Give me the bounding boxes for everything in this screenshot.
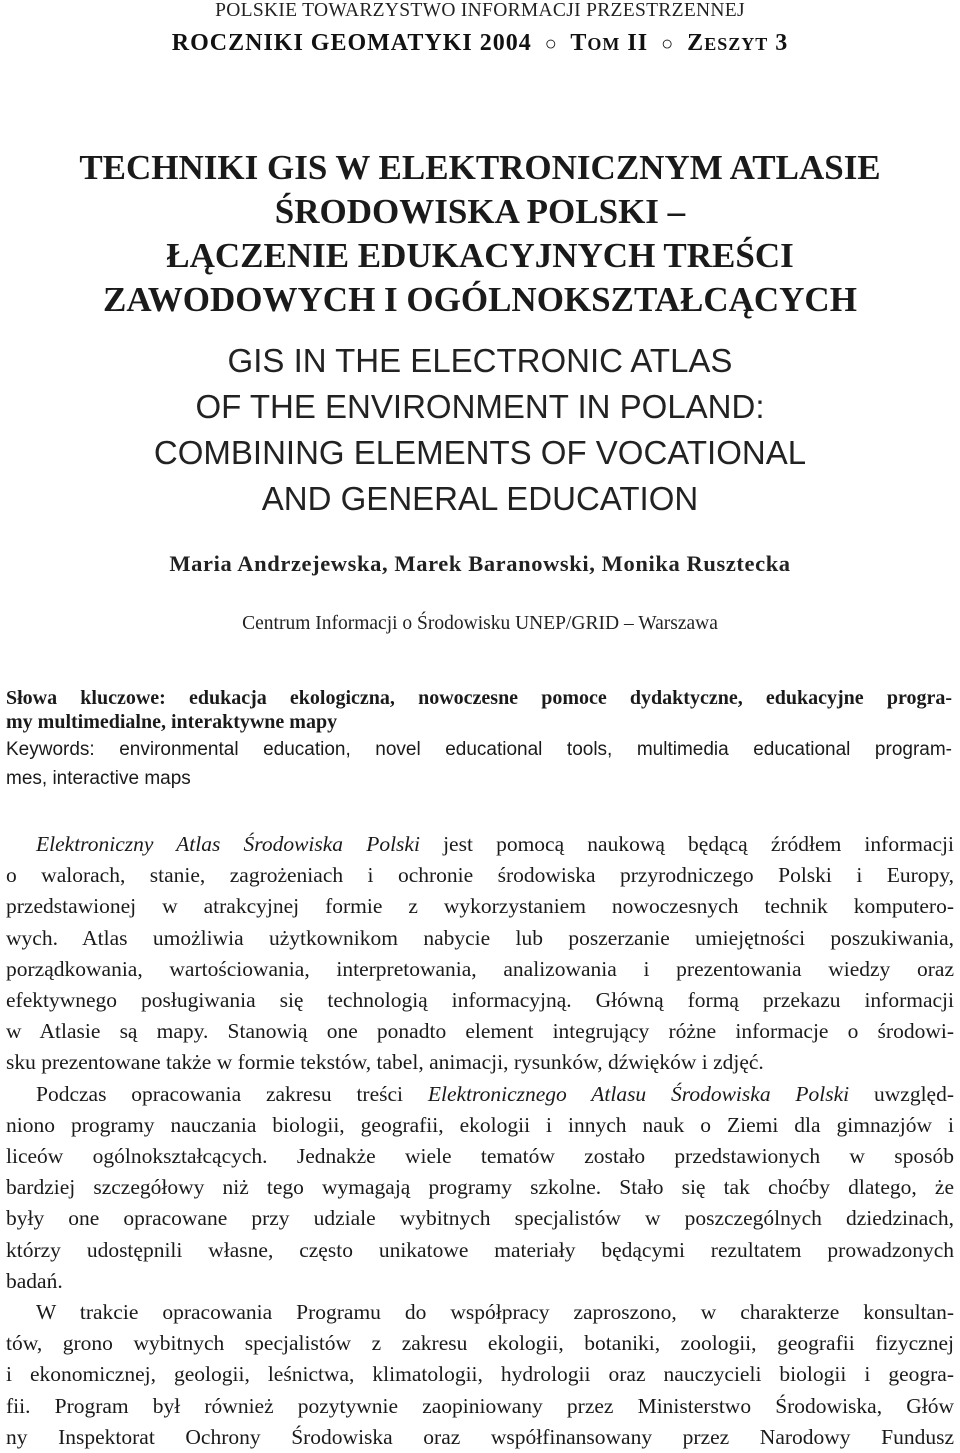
body-line: sku prezentowane także w formie tekstów, tabel, animacji, rysunków, dźwięków i zdjęć. <box>6 1050 764 1075</box>
body-line: o walorach, stanie, zagrożeniach i ochronie środowiska przyrodniczego Polski i Europy, <box>6 863 954 888</box>
issue-rest: ESZYT <box>704 34 769 54</box>
atlas-title-italic: Elektroniczny Atlas Środowiska Polski <box>36 832 420 856</box>
title-polish <box>0 146 960 322</box>
body-line: porządkowania, wartościowania, interpretowania, analizowania i prezentowania wiedzy oraz <box>6 956 954 981</box>
keywords-polish <box>6 686 952 734</box>
separator-icon: ○ <box>544 33 558 55</box>
title-en-line: GIS IN THE ELECTRONIC ATLAS <box>227 342 733 379</box>
paragraph-1 <box>6 829 954 1079</box>
body-line: liceów ogólnokształcących. Jednakże wiele tematów zostało przedstawionych w sposób <box>6 1144 954 1169</box>
title-en-line: OF THE ENVIRONMENT IN POLAND: <box>195 388 765 425</box>
keywords-pl-line: Słowa kluczowe: edukacja ekologiczna, nowoczesne pomoce dydaktyczne, edukacyjne progra- <box>6 687 952 709</box>
volume-cap: T <box>570 30 588 56</box>
volume-number: II <box>627 30 649 56</box>
body-line: w Atlasie są mapy. Stanowią one ponadto element integrujący różne informacje o środowi- <box>6 1019 954 1044</box>
title-pl-line: ŁĄCZENIE EDUKACYJNYCH TREŚCI <box>166 236 794 275</box>
body-line: i ekonomicznej, geologii, leśnictwa, klimatologii, hydrologii oraz nauczycieli biologii i geogra- <box>6 1362 954 1387</box>
body-line: W trakcie opracowania Programu do współpracy zaproszono, w charakterze konsultan- <box>36 1300 954 1325</box>
title-en-line: COMBINING ELEMENTS OF VOCATIONAL <box>153 434 807 471</box>
body-line: ny Inspektorat Ochrony Środowiska oraz współfinansowany przez Narodowy Fundusz <box>6 1424 954 1449</box>
paragraph-2 <box>6 1079 954 1297</box>
issue-cap: Z <box>687 30 705 56</box>
body-line: były one opracowane przy udziale wybitnych specjalistów w poszczególnych dziedzinach, <box>6 1206 954 1231</box>
issue-number: 3 <box>775 30 789 56</box>
authors: Maria Andrzejewska, Marek Baranowski, Monika Rusztecka <box>169 551 791 576</box>
body-text <box>6 829 954 1453</box>
atlas-title-italic: Elektronicznego Atlasu Środowiska Polski <box>427 1081 850 1106</box>
body-line: którzy udostępnili własne, często unikatowe materiały będącymi rezultatem prowadzonych <box>6 1237 954 1262</box>
body-line: niono programy nauczania biologii, geografii, ekologii i innych nauk o Ziemi dla gimnazjów i <box>6 1112 954 1137</box>
keywords-en-line: mes, interactive maps <box>6 768 191 789</box>
title-pl-line: TECHNIKI GIS W ELEKTRONICZNYM ATLASIE <box>79 148 881 187</box>
body-line: tów, grono wybitnych specjalistów z zakresu ekologii, botaniki, zoologii, geografii fizycznej <box>6 1331 954 1356</box>
body-line: fii. Program był również pozytywnie zaopiniowany przez Ministerstwo Środowiska, Głów <box>6 1393 954 1418</box>
journal-name: ROCZNIKI GEOMATYKI 2004 <box>171 30 532 56</box>
body-line-text: Podczas opracowania zakresu treści <box>36 1081 428 1106</box>
keywords-en-line: Keywords: environmental education, novel educational tools, multimedia educational program- <box>6 739 952 760</box>
volume-rest: OM <box>587 34 621 54</box>
body-line <box>6 1079 954 1110</box>
title-pl-line: ZAWODOWYCH I OGÓLNOKSZTAŁCĄCYCH <box>103 280 857 319</box>
title-en-line: AND GENERAL EDUCATION <box>261 480 699 517</box>
body-line: efektywnego posługiwania się technologią informacyjną. Główną formą przekazu informacji <box>6 988 954 1013</box>
society-name: POLSKIE TOWARZYSTWO INFORMACJI PRZESTRZENNEJ <box>215 0 745 21</box>
body-line: wych. Atlas umożliwia użytkownikom nabycie lub poszerzanie umiejętności poszukiwania, <box>6 925 954 950</box>
keywords-pl-line: my multimedialne, interaktywne mapy <box>6 711 338 733</box>
journal-header <box>0 30 960 57</box>
paragraph-3 <box>6 1297 954 1453</box>
body-line <box>6 829 954 860</box>
separator-icon: ○ <box>661 33 675 55</box>
affiliation: Centrum Informacji o Środowisku UNEP/GRID – Warszawa <box>242 613 718 634</box>
title-english <box>0 338 960 522</box>
keywords-english <box>6 735 952 793</box>
body-line-text: uwzględ- <box>849 1081 954 1106</box>
keywords-block <box>6 686 952 793</box>
body-line: bardziej szczegółowy niż tego wymagają programy szkolne. Stało się tak choćby dlatego, że <box>6 1175 954 1200</box>
body-line: badań. <box>6 1268 63 1293</box>
body-line-text: jest pomocą naukową będącą źródłem informacji <box>419 832 954 856</box>
title-pl-line: ŚRODOWISKA POLSKI – <box>274 192 686 231</box>
body-line: przedstawionej w atrakcyjnej formie z wykorzystaniem nowoczesnych technik komputero- <box>6 894 954 919</box>
